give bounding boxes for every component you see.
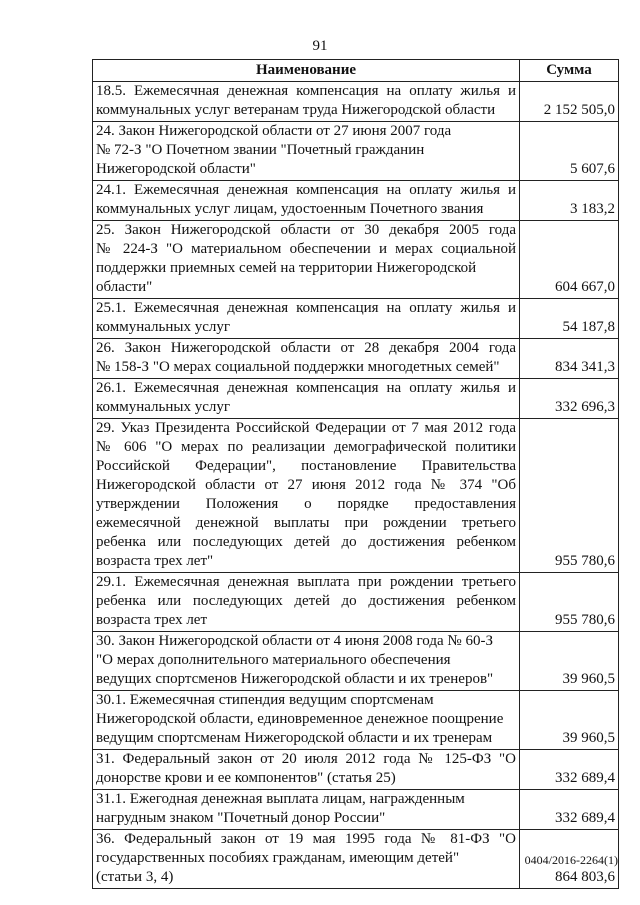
row-name-cell <box>93 339 520 379</box>
row-name-cell <box>93 82 520 122</box>
row-name-line: утверждении Положения о порядке предоставления <box>96 496 516 512</box>
table-row <box>93 790 619 830</box>
row-name-line: ведущим спортсменам Нижегородской области и их тренерам <box>96 730 493 746</box>
table-row <box>93 573 619 632</box>
table-row <box>93 82 619 122</box>
row-sum-cell: 39 960,5 <box>520 691 619 750</box>
row-sum-cell: 39 960,5 <box>520 632 619 691</box>
table-row <box>93 691 619 750</box>
row-name-line: 30.1. Ежемесячная стипендия ведущим спортсменам <box>96 692 434 708</box>
header-sum: Сумма <box>520 60 619 82</box>
row-name-line: 31.1. Ежегодная денежная выплата лицам, награжденным <box>96 791 465 807</box>
budget-table <box>92 59 619 889</box>
table-row <box>93 299 619 339</box>
row-sum-cell: 955 780,6 <box>520 419 619 573</box>
row-sum-cell: 2 152 505,0 <box>520 82 619 122</box>
row-name-cell <box>93 790 520 830</box>
row-name-line: возраста трех лет" <box>96 553 214 569</box>
table-body <box>93 82 619 889</box>
row-name-line: возраста трех лет <box>96 612 208 628</box>
table-row <box>93 750 619 790</box>
row-name-cell <box>93 419 520 573</box>
row-name-line: донорстве крови и ее компонентов" (статья 25) <box>96 770 396 786</box>
row-name-line: ребенка или последующих детей до достижения ребенком <box>96 534 516 550</box>
row-name-line: поддержки приемных семей на территории Нижегородской <box>96 260 477 276</box>
row-name-cell <box>93 122 520 181</box>
row-sum-cell: 864 803,6 <box>520 830 619 889</box>
row-name-line: 26.1. Ежемесячная денежная компенсация на оплату жилья и <box>96 380 516 396</box>
row-name-cell <box>93 221 520 299</box>
row-name-line: № 606 "О мерах по реализации демографической политики <box>96 439 516 455</box>
row-name-line: "О мерах дополнительного материального обеспечения <box>96 652 451 668</box>
page-number: 91 <box>312 38 328 54</box>
row-name-line: 30. Закон Нижегородской области от 4 июня 2008 года № 60-З <box>96 633 493 649</box>
table-row <box>93 122 619 181</box>
row-name-line: (статьи 3, 4) <box>96 869 174 885</box>
row-name-line: 36. Федеральный закон от 19 мая 1995 года № 81-ФЗ "О <box>96 831 516 847</box>
row-sum-cell: 3 183,2 <box>520 181 619 221</box>
row-name-line: Нижегородской области, единовременное денежное поощрение <box>96 711 504 727</box>
row-name-line: коммунальных услуг лицам, удостоенным Почетного звания <box>96 201 484 217</box>
row-sum-cell: 332 689,4 <box>520 790 619 830</box>
row-name-line: коммунальных услуг <box>96 319 231 335</box>
row-name-line: ежемесячной денежной выплаты при рождении третьего <box>96 515 516 531</box>
row-name-line: ведущих спортсменов Нижегородской области и их тренеров" <box>96 671 494 687</box>
row-name-cell <box>93 299 520 339</box>
row-name-line: № 72-З "О Почетном звании "Почетный гражданин <box>96 142 425 158</box>
header-name: Наименование <box>93 60 520 82</box>
table-row <box>93 419 619 573</box>
row-name-line: Нижегородской области от 27 июня 2012 года № 374 "Об <box>96 477 516 493</box>
table-row <box>93 221 619 299</box>
row-name-line: области" <box>96 279 153 295</box>
row-name-cell <box>93 691 520 750</box>
row-name-cell <box>93 181 520 221</box>
row-name-line: Российской Федерации", постановление Правительства <box>96 458 516 474</box>
row-name-cell <box>93 379 520 419</box>
table-row <box>93 632 619 691</box>
table-row <box>93 379 619 419</box>
row-name-cell <box>93 830 520 889</box>
row-name-line: № 224-З "О материальном обеспечении и мерах социальной <box>96 241 516 257</box>
table-row <box>93 181 619 221</box>
row-name-line: ребенка или последующих детей до достижения ребенком <box>96 593 516 609</box>
row-name-line: коммунальных услуг ветеранам труда Нижегородской области <box>96 102 496 118</box>
row-name-line: Нижегородской области" <box>96 161 256 177</box>
row-name-line: 26. Закон Нижегородской области от 28 декабря 2004 года <box>96 340 516 356</box>
row-name-line: 31. Федеральный закон от 20 июля 2012 года № 125-ФЗ "О <box>96 751 516 767</box>
row-name-line: 29. Указ Президента Российской Федерации от 7 мая 2012 года <box>96 420 516 436</box>
row-name-line: 24. Закон Нижегородской области от 27 июня 2007 года <box>96 123 452 139</box>
document-code: 0404/2016-2264(1) <box>524 853 618 867</box>
row-sum-cell: 5 607,6 <box>520 122 619 181</box>
row-sum-cell: 332 689,4 <box>520 750 619 790</box>
row-sum-cell: 955 780,6 <box>520 573 619 632</box>
row-name-line: нагрудным знаком "Почетный донор России" <box>96 810 386 826</box>
row-name-line: 29.1. Ежемесячная денежная выплата при рождении третьего <box>96 574 516 590</box>
row-sum-cell: 604 667,0 <box>520 221 619 299</box>
row-name-cell <box>93 573 520 632</box>
row-name-line: 25. Закон Нижегородской области от 30 декабря 2005 года <box>96 222 516 238</box>
row-sum-cell: 54 187,8 <box>520 299 619 339</box>
table-row <box>93 339 619 379</box>
row-name-cell <box>93 750 520 790</box>
row-name-line: коммунальных услуг <box>96 399 231 415</box>
row-name-cell <box>93 632 520 691</box>
row-name-line: государственных пособиях гражданам, имеющим детей" <box>96 850 460 866</box>
row-name-line: 25.1. Ежемесячная денежная компенсация на оплату жилья и <box>96 300 516 316</box>
row-sum-cell: 834 341,3 <box>520 339 619 379</box>
row-name-line: 24.1. Ежемесячная денежная компенсация на оплату жилья и <box>96 182 516 198</box>
table-header-row <box>93 60 619 82</box>
row-sum-cell: 332 696,3 <box>520 379 619 419</box>
row-name-line: № 158-З "О мерах социальной поддержки многодетных семей" <box>96 359 500 375</box>
row-name-line: 18.5. Ежемесячная денежная компенсация на оплату жилья и <box>96 83 516 99</box>
